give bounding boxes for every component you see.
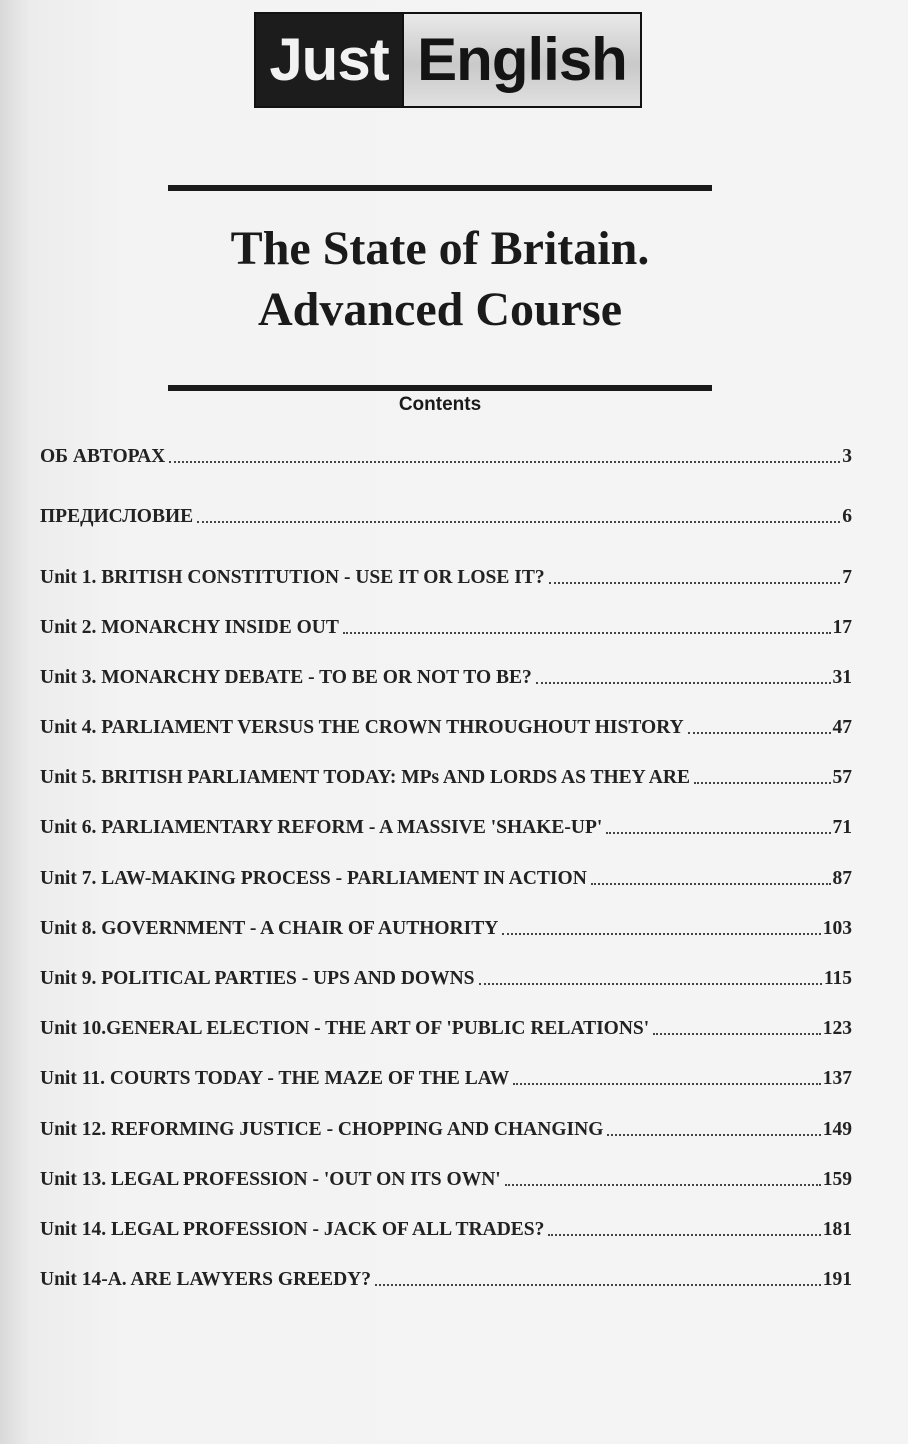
toc-entry (40, 912, 852, 940)
leader-dots (502, 932, 820, 935)
book-title-line-1: The State of Britain. (230, 222, 650, 275)
toc-entry (40, 711, 852, 739)
leader-dots (549, 581, 841, 584)
just-english-logo (254, 12, 642, 108)
toc-entry (40, 761, 852, 789)
toc-entry-page: 57 (832, 767, 852, 788)
toc-entry (40, 1263, 852, 1291)
toc-entry-label: Unit 12. REFORMING JUSTICE - CHOPPING AND CHANGING (40, 1119, 604, 1140)
toc-entry-page: 6 (842, 506, 852, 527)
toc-entry (40, 561, 852, 589)
toc-entry (40, 811, 852, 839)
toc-entry-page: 159 (822, 1169, 852, 1190)
toc-entry (40, 1213, 852, 1241)
toc-entry-page: 87 (832, 868, 852, 889)
leader-dots (375, 1283, 821, 1286)
toc-entry (40, 611, 852, 639)
toc-entry (40, 1012, 852, 1040)
toc-entry-page: 31 (832, 667, 852, 688)
toc-entry (40, 862, 852, 890)
logo-dark-panel (256, 14, 402, 106)
toc-entry-page: 191 (822, 1269, 852, 1290)
logo-light-panel (402, 14, 640, 106)
leader-dots (653, 1032, 821, 1035)
leader-dots (536, 681, 831, 684)
toc-entry-label: Unit 10.GENERAL ELECTION - THE ART OF 'PUBLIC RELATIONS' (40, 1018, 650, 1039)
leader-dots (505, 1183, 821, 1186)
toc-entry (40, 1062, 852, 1090)
toc-entry-label: Unit 8. GOVERNMENT - A CHAIR OF AUTHORITY (40, 918, 499, 939)
toc-entry-page: 149 (822, 1119, 852, 1140)
leader-dots (591, 882, 831, 885)
logo-word-english: English (417, 26, 627, 93)
toc-entry-label: Unit 6. PARLIAMENTARY REFORM - A MASSIVE 'SHAKE-UP' (40, 817, 603, 838)
leader-dots (479, 982, 822, 985)
toc-entry-page: 115 (823, 968, 852, 989)
toc-entry-page: 7 (842, 567, 852, 588)
leader-dots (513, 1082, 821, 1085)
leader-dots (197, 520, 840, 523)
toc-entry-label: Unit 9. POLITICAL PARTIES - UPS AND DOWNS (40, 968, 475, 989)
toc-entry (40, 440, 852, 468)
leader-dots (548, 1233, 820, 1236)
leader-dots (688, 731, 831, 734)
toc-entry-label: Unit 5. BRITISH PARLIAMENT TODAY: MPs AND LORDS AS THEY ARE (40, 767, 690, 788)
toc-entry-label: Unit 7. LAW-MAKING PROCESS - PARLIAMENT IN ACTION (40, 868, 587, 889)
leader-dots (343, 631, 831, 634)
toc-entry-label: Unit 3. MONARCHY DEBATE - TO BE OR NOT TO BE? (40, 667, 532, 688)
toc-entry-page: 17 (832, 617, 852, 638)
toc-entry (40, 1163, 852, 1191)
book-title-line-2: Advanced Course (257, 283, 622, 336)
toc-entry (40, 661, 852, 689)
toc-entry-page: 103 (822, 918, 852, 939)
leader-dots (606, 831, 830, 834)
toc-entry (40, 1113, 852, 1141)
toc-entry-label: Unit 13. LEGAL PROFESSION - 'OUT ON ITS OWN' (40, 1169, 501, 1190)
toc-entry-page: 123 (822, 1018, 852, 1039)
leader-dots (694, 781, 831, 784)
contents-heading: Contents (398, 394, 482, 415)
toc-entry-label: ПРЕДИСЛОВИЕ (40, 506, 194, 527)
logo-word-just: Just (269, 26, 389, 93)
toc-entry-label: Unit 2. MONARCHY INSIDE OUT (40, 617, 339, 638)
title-rule-top (168, 185, 712, 191)
toc-entry-label: Unit 1. BRITISH CONSTITUTION - USE IT OR LOSE IT? (40, 567, 545, 588)
leader-dots (607, 1133, 820, 1136)
toc-entry (40, 500, 852, 528)
toc-entry (40, 962, 852, 990)
toc-entry-page: 3 (842, 446, 852, 467)
toc-entry-label: ОБ АВТОРАХ (40, 446, 166, 467)
toc-entry-label: Unit 11. COURTS TODAY - THE MAZE OF THE LAW (40, 1068, 510, 1089)
toc-entry-page: 71 (832, 817, 852, 838)
toc-entry-page: 181 (822, 1219, 852, 1240)
title-rule-bottom (168, 385, 712, 391)
toc-entry-page: 47 (832, 717, 852, 738)
toc-entry-label: Unit 14. LEGAL PROFESSION - JACK OF ALL TRADES? (40, 1219, 545, 1240)
toc-entry-label: Unit 4. PARLIAMENT VERSUS THE CROWN THROUGHOUT HISTORY (40, 717, 684, 738)
leader-dots (169, 460, 840, 463)
toc-entry-page: 137 (822, 1068, 852, 1089)
toc-entry-label: Unit 14-A. ARE LAWYERS GREEDY? (40, 1269, 372, 1290)
